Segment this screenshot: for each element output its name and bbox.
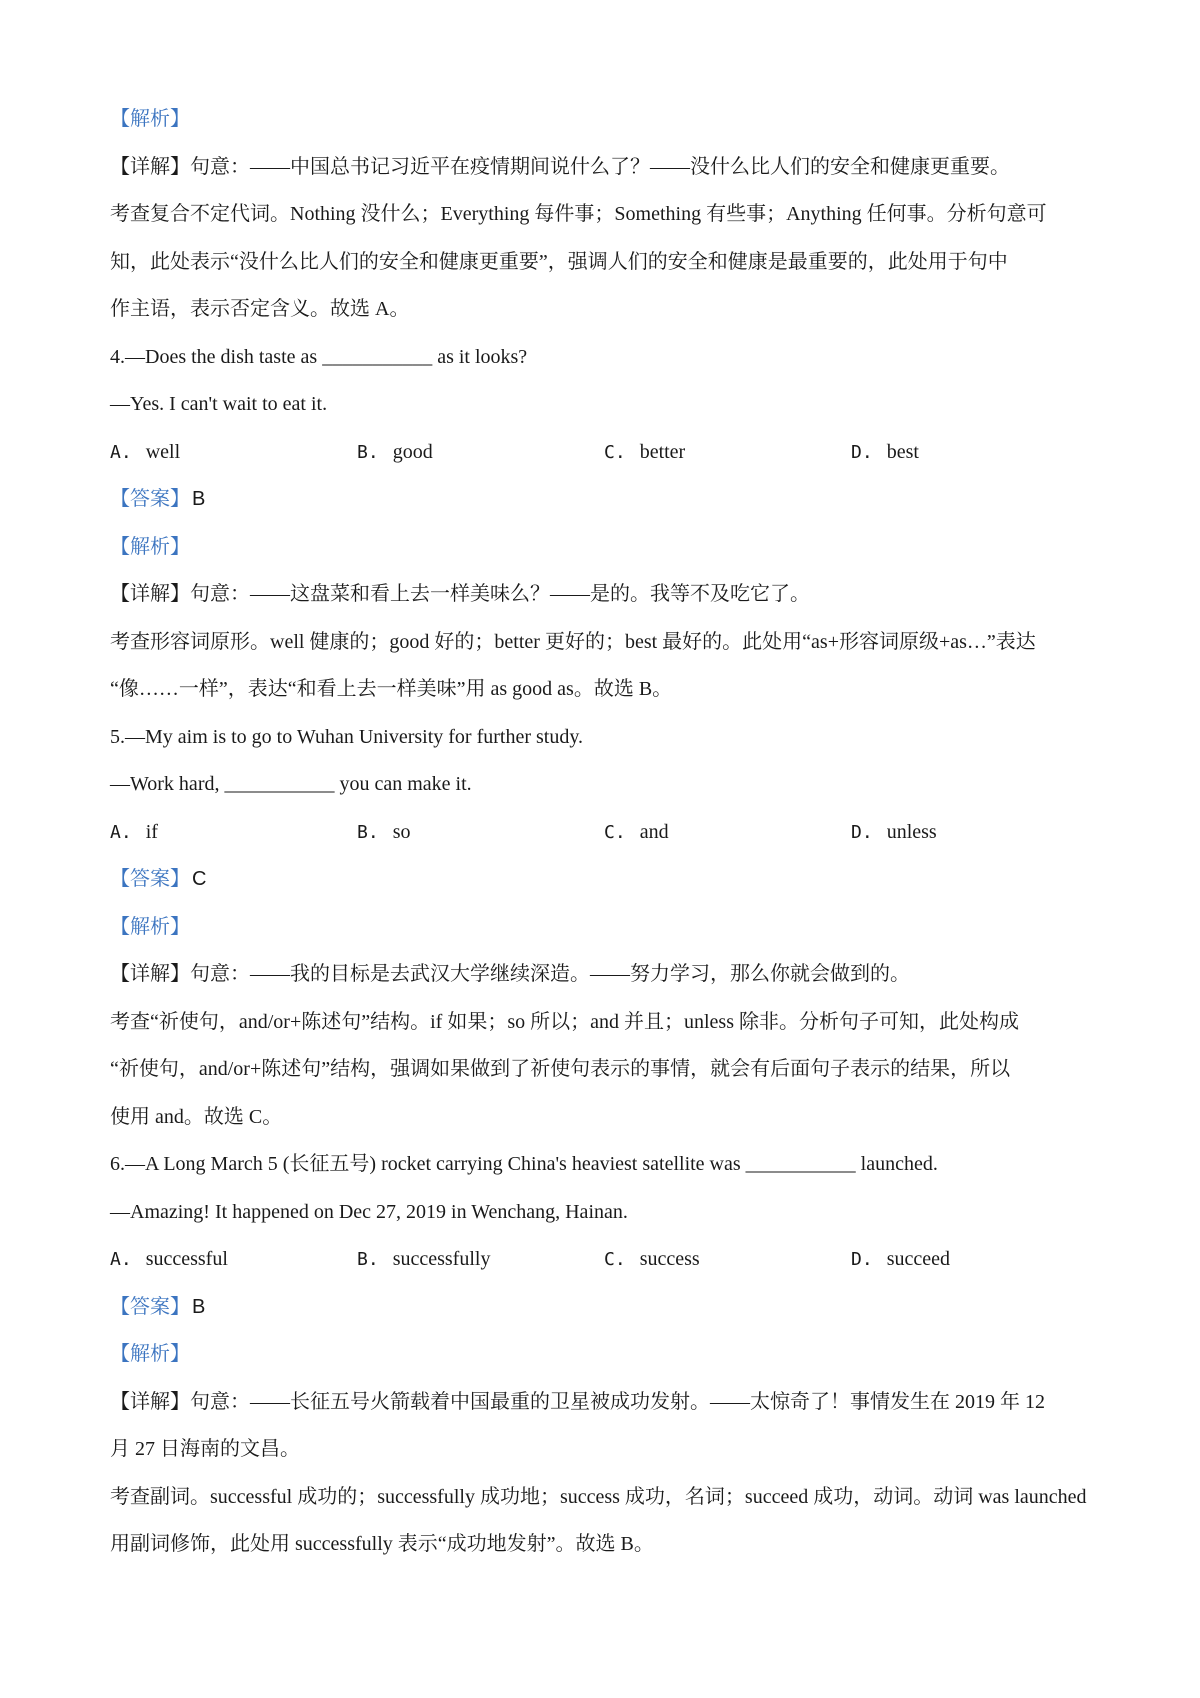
option-text: good — [392, 440, 433, 463]
answer-label: 【答案】 — [110, 868, 190, 890]
option-c — [604, 429, 685, 477]
answer-label: 【答案】 — [110, 1295, 190, 1318]
detail-text: 【详解】句意：——中国总书记习近平在疫情期间说什么了？——没什么比人们的安全和健康更重要。 — [110, 155, 1010, 178]
option-letter: C. — [604, 821, 626, 843]
question-line: —Work hard, ___________ you can make it. — [110, 773, 472, 795]
option-text: better — [639, 440, 686, 463]
option-text: successful — [145, 1248, 228, 1270]
option-letter: D. — [851, 821, 873, 843]
answer-line — [110, 856, 1100, 904]
option-b — [357, 809, 410, 857]
analysis-label: 【解析】 — [110, 1343, 190, 1365]
question-line: 4.—Does the dish taste as ___________ as it looks? — [110, 345, 528, 368]
option-letter: B. — [357, 821, 379, 843]
option-letter: A. — [110, 821, 132, 843]
explanation-text: 考查形容词原形。well 健康的；good 好的；better 更好的；best 最好的。此处用“as+形容词原级+as…”表达 — [110, 630, 1036, 653]
explanation-text: 考查“祈使句，and/or+陈述句”结构。if 如果；so 所以；and 并且；unless 除非。分析句子可知，此处构成 — [110, 1010, 1020, 1033]
detail-text: 【详解】句意：——这盘菜和看上去一样美味么？——是的。我等不及吃它了。 — [110, 583, 810, 605]
question-line: 6.—A Long March 5 (长征五号) rocket carrying China's heaviest satellite was ___________ launched. — [110, 1153, 938, 1175]
option-text: unless — [886, 820, 937, 843]
option-text: so — [392, 820, 411, 843]
analysis-label: 【解析】 — [110, 535, 190, 558]
option-text: succeed — [886, 1248, 950, 1270]
question-line: —Amazing! It happened on Dec 27, 2019 in Wenchang, Hainan. — [110, 1200, 628, 1223]
option-letter: C. — [604, 441, 626, 463]
option-b — [357, 1236, 490, 1284]
option-letter: C. — [604, 1249, 626, 1270]
answer-value: B — [192, 488, 206, 510]
explanation-text: 作主语，表示否定含义。故选 A。 — [110, 298, 410, 320]
explanation-text: “祈使句，and/or+陈述句”结构，强调如果做到了祈使句表示的事情，就会有后面句子表示的结果，所以 — [110, 1058, 1011, 1080]
option-text: well — [145, 440, 181, 463]
option-c — [604, 809, 669, 857]
explanation-text: “像……一样”，表达“和看上去一样美味”用 as good as。故选 B。 — [110, 678, 673, 700]
option-c — [604, 1236, 700, 1284]
option-a — [110, 809, 158, 857]
detail-text: 月 27 日海南的文昌。 — [110, 1438, 300, 1460]
option-letter: D. — [851, 1249, 873, 1270]
answer-label: 【答案】 — [110, 488, 190, 510]
option-text: best — [886, 440, 919, 463]
analysis-label: 【解析】 — [110, 915, 190, 938]
option-letter: B. — [357, 1249, 379, 1270]
option-a — [110, 429, 180, 477]
answer-line — [110, 1284, 1100, 1332]
detail-text: 【详解】句意：——长征五号火箭载着中国最重的卫星被成功发射。——太惊奇了！事情发生在 2019 年 12 — [110, 1390, 1045, 1413]
option-d — [851, 1236, 950, 1284]
option-letter: D. — [851, 441, 873, 463]
explanation-text: 使用 and。故选 C。 — [110, 1105, 283, 1128]
options-row — [110, 1236, 1100, 1284]
option-letter: B. — [357, 441, 379, 463]
answer-value: B — [192, 1295, 206, 1318]
option-text: success — [639, 1248, 700, 1270]
option-text: successfully — [392, 1248, 491, 1270]
explanation-text: 考查复合不定代词。Nothing 没什么；Everything 每件事；Something 有些事；Anything 任何事。分析句意可 — [110, 203, 1047, 225]
explanation-text: 考查副词。successful 成功的；successfully 成功地；success 成功，名词；succeed 成功，动词。动词 was launched — [110, 1485, 1087, 1508]
analysis-label: 【解析】 — [110, 108, 190, 130]
option-d — [851, 809, 937, 857]
option-text: if — [145, 820, 158, 843]
option-b — [357, 429, 433, 477]
question-line: —Yes. I can't wait to eat it. — [110, 393, 328, 415]
explanation-text: 用副词修饰，此处用 successfully 表示“成功地发射”。故选 B。 — [110, 1533, 654, 1555]
option-text: and — [639, 820, 669, 843]
option-letter: A. — [110, 441, 132, 463]
option-letter: A. — [110, 1249, 132, 1270]
option-a — [110, 1236, 228, 1284]
answer-value: C — [192, 868, 207, 890]
option-d — [851, 429, 919, 477]
document-content — [110, 96, 1100, 1569]
options-row — [110, 809, 1100, 857]
options-row — [110, 429, 1100, 477]
explanation-text: 知，此处表示“没什么比人们的安全和健康更重要”，强调人们的安全和健康是最重要的，此处用于句中 — [110, 250, 1008, 273]
detail-text: 【详解】句意：——我的目标是去武汉大学继续深造。——努力学习，那么你就会做到的。 — [110, 963, 910, 985]
question-line: 5.—My aim is to go to Wuhan University for further study. — [110, 725, 584, 748]
answer-line — [110, 476, 1100, 524]
